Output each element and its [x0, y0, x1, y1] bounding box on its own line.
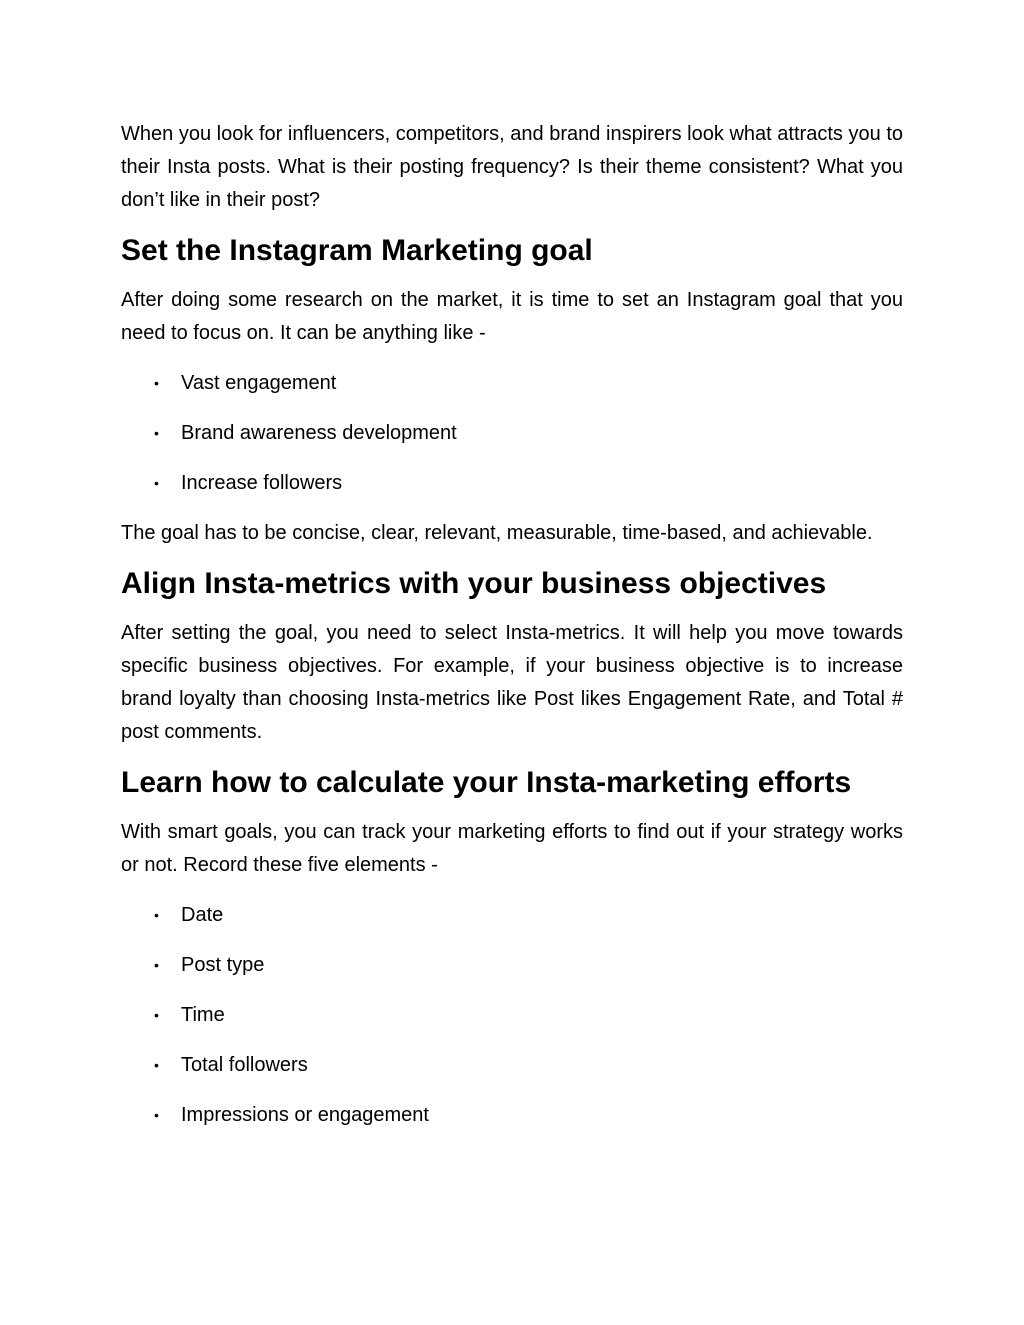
list-item-label: Brand awareness development	[181, 422, 457, 444]
elements-list	[121, 899, 903, 1132]
list-item	[121, 467, 903, 500]
heading-calculate-efforts: Learn how to calculate your Insta-marketing efforts	[121, 766, 852, 799]
heading-align-metrics: Align Insta-metrics with your business objectives	[121, 567, 827, 600]
bullet-icon: •	[154, 375, 159, 391]
paragraph-intro: When you look for influencers, competitors, and brand inspirers look what attracts you to their Insta posts. What is their posting frequency? Is their theme consistent? What you don’t like in their post?	[121, 123, 903, 211]
paragraph-track-efforts: With smart goals, you can track your marketing efforts to find out if your strategy works or not. Record these five elements -	[121, 821, 903, 876]
list-item	[121, 367, 903, 400]
bullet-icon: •	[154, 1107, 159, 1123]
paragraph-goal-criteria: The goal has to be concise, clear, relevant, measurable, time-based, and achievable.	[121, 522, 873, 544]
document-page	[121, 118, 903, 1149]
bullet-icon: •	[154, 1057, 159, 1073]
list-item	[121, 899, 903, 932]
list-item-label: Increase followers	[181, 472, 343, 494]
list-item-label: Impressions or engagement	[181, 1104, 429, 1126]
bullet-icon: •	[154, 907, 159, 923]
list-item-label: Vast engagement	[181, 372, 337, 394]
goal-list	[121, 367, 903, 500]
bullet-icon: •	[154, 1007, 159, 1023]
list-item-label: Date	[181, 904, 224, 926]
list-item-label: Total followers	[181, 1054, 308, 1076]
bullet-icon: •	[154, 957, 159, 973]
list-item-label: Time	[181, 1004, 225, 1026]
list-item	[121, 999, 903, 1032]
list-item	[121, 1049, 903, 1082]
heading-set-goal: Set the Instagram Marketing goal	[121, 234, 593, 267]
list-item	[121, 949, 903, 982]
paragraph-metrics: After setting the goal, you need to select Insta-metrics. It will help you move towards specific business objectives. For example, if your business objective is to increase brand loyalty than choosing Insta-metrics like Post likes Engagement Rate, and Total # post comments.	[121, 622, 903, 743]
bullet-icon: •	[154, 475, 159, 491]
bullet-icon: •	[154, 425, 159, 441]
paragraph-goal-research: After doing some research on the market, it is time to set an Instagram goal that you need to focus on. It can be anything like -	[121, 289, 903, 344]
list-item	[121, 1099, 903, 1132]
list-item-label: Post type	[181, 954, 265, 976]
list-item	[121, 417, 903, 450]
